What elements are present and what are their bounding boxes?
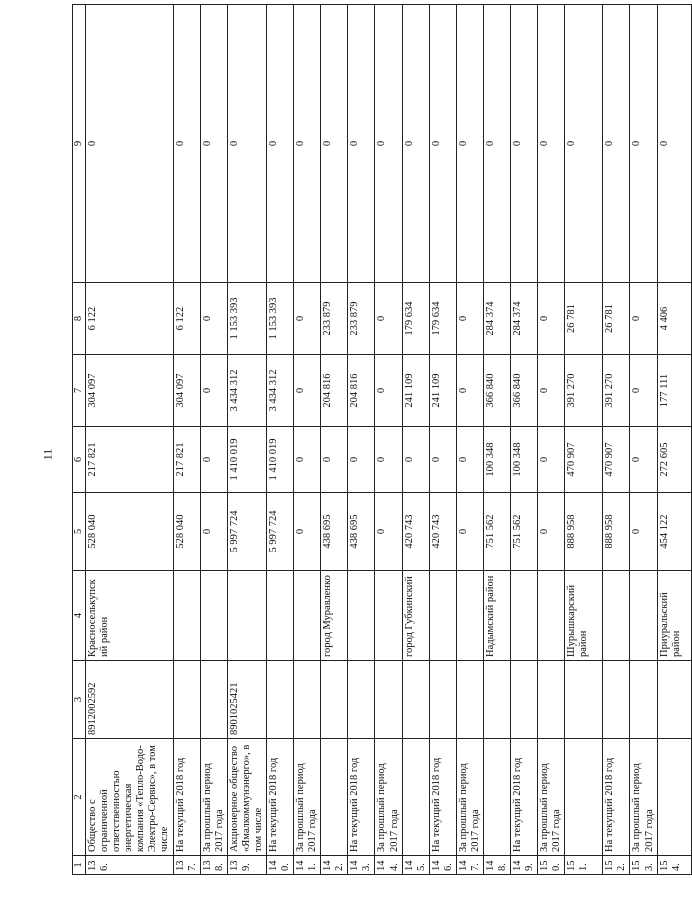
table-cell-inn: 8912002592 (86, 661, 173, 739)
table-row (511, 5, 538, 875)
table-cell-total: 454 122 (657, 493, 691, 571)
table-cell-row-number: 142. (321, 856, 348, 875)
table-row (200, 5, 227, 875)
table-cell-inn (294, 661, 321, 739)
table-cell-row-name: За прошлый период 2017 года (200, 739, 227, 856)
table-cell-inn (266, 661, 293, 739)
table-cell-row-number: 148. (483, 856, 510, 875)
table-cell-total: 0 (294, 493, 321, 571)
table-cell-col-8: 6 122 (173, 283, 200, 355)
table-cell-total: 888 958 (603, 493, 630, 571)
table-cell-col-8: 233 879 (348, 283, 375, 355)
table-cell-municipality (375, 571, 402, 661)
table-cell-col-7: 366 840 (511, 355, 538, 427)
table-cell-col-7: 391 270 (565, 355, 603, 427)
table-cell-col-8: 0 (375, 283, 402, 355)
table-cell-row-number: 141. (294, 856, 321, 875)
table-cell-col-7: 241 109 (402, 355, 429, 427)
table-row (348, 5, 375, 875)
table-cell-col-6: 0 (630, 427, 657, 493)
table-cell-col-6: 217 821 (86, 427, 173, 493)
table-cell-col-7: 366 840 (483, 355, 510, 427)
table-row (266, 5, 293, 875)
table-cell-col-9: 0 (375, 5, 402, 283)
table-cell-total: 0 (456, 493, 483, 571)
table-cell-col-8: 1 153 393 (227, 283, 266, 355)
table-cell-col-6: 0 (429, 427, 456, 493)
table-cell-col-9: 0 (266, 5, 293, 283)
table-cell-row-name: За прошлый период 2017 года (294, 739, 321, 856)
table-cell-col-8: 26 781 (603, 283, 630, 355)
table-cell-municipality (173, 571, 200, 661)
table-cell-total: 0 (538, 493, 565, 571)
table-cell-col-6: 0 (294, 427, 321, 493)
table-cell-col-7: 304 097 (86, 355, 173, 427)
table-cell-total: 528 040 (173, 493, 200, 571)
table-row (402, 5, 429, 875)
table-cell-municipality: город Муравленко (321, 571, 348, 661)
table-cell-row-number: 136. (86, 856, 173, 875)
table-row (429, 5, 456, 875)
table-cell-col-9: 0 (294, 5, 321, 283)
table-cell-col-9: 0 (321, 5, 348, 283)
table-cell-col-6: 470 907 (603, 427, 630, 493)
table-cell-col-9: 0 (657, 5, 691, 283)
table-cell-municipality (429, 571, 456, 661)
table-cell-row-name: Акционерное общество «Ямалкоммунэнерго», в том числе (227, 739, 266, 856)
table-cell-col-9: 0 (483, 5, 510, 283)
table-cell-col-6: 100 348 (511, 427, 538, 493)
table-cell-inn (456, 661, 483, 739)
table-cell-col-7: 177 111 (657, 355, 691, 427)
table-cell-col-9: 0 (603, 5, 630, 283)
table-cell-inn (348, 661, 375, 739)
table-cell-municipality (511, 571, 538, 661)
table-row (630, 5, 657, 875)
column-number: 7 (73, 355, 86, 427)
table-cell-col-7: 0 (375, 355, 402, 427)
table-cell-row-name (657, 739, 691, 856)
table-cell-col-8: 233 879 (321, 283, 348, 355)
table-cell-row-number: 149. (511, 856, 538, 875)
rotated-table-container (72, 25, 682, 875)
table-cell-municipality: город Губкинский (402, 571, 429, 661)
table-cell-municipality (227, 571, 266, 661)
table-cell-col-9: 0 (456, 5, 483, 283)
table-cell-inn (511, 661, 538, 739)
table-cell-col-6: 1 410 019 (227, 427, 266, 493)
table-cell-col-7: 3 434 312 (227, 355, 266, 427)
table-cell-col-6: 0 (375, 427, 402, 493)
table-cell-municipality (630, 571, 657, 661)
column-number: 1 (73, 856, 86, 875)
table-row (375, 5, 402, 875)
table-cell-col-8: 0 (630, 283, 657, 355)
table-cell-row-number: 145. (402, 856, 429, 875)
table-cell-inn (483, 661, 510, 739)
table-cell-col-8: 0 (294, 283, 321, 355)
table-cell-col-8: 0 (538, 283, 565, 355)
table-row (603, 5, 630, 875)
table-cell-total: 888 958 (565, 493, 603, 571)
table-cell-col-7: 241 109 (429, 355, 456, 427)
table-cell-col-7: 0 (200, 355, 227, 427)
table-cell-col-7: 204 816 (321, 355, 348, 427)
table-row (227, 5, 266, 875)
table-cell-col-6: 0 (348, 427, 375, 493)
column-number-row (73, 5, 86, 875)
table-cell-municipality (603, 571, 630, 661)
table-cell-total: 751 562 (483, 493, 510, 571)
table-cell-row-name: На текущий 2018 год (603, 739, 630, 856)
table-cell-col-6: 217 821 (173, 427, 200, 493)
table-cell-row-name (321, 739, 348, 856)
table-row (565, 5, 603, 875)
table-cell-col-8: 26 781 (565, 283, 603, 355)
column-number: 4 (73, 571, 86, 661)
table-cell-col-9: 0 (86, 5, 173, 283)
table-cell-inn (565, 661, 603, 739)
table-cell-municipality (538, 571, 565, 661)
table-cell-row-number: 146. (429, 856, 456, 875)
column-number: 5 (73, 493, 86, 571)
table-cell-col-7: 0 (630, 355, 657, 427)
table-cell-col-6: 1 410 019 (266, 427, 293, 493)
table-cell-inn (429, 661, 456, 739)
table-cell-row-name: За прошлый период 2017 года (630, 739, 657, 856)
table-cell-municipality: Красноселькупский район (86, 571, 173, 661)
table-cell-row-name (565, 739, 603, 856)
table-row (657, 5, 691, 875)
table-cell-municipality (456, 571, 483, 661)
table-row (538, 5, 565, 875)
table-cell-row-number: 150. (538, 856, 565, 875)
table-cell-inn (173, 661, 200, 739)
table-cell-municipality (266, 571, 293, 661)
table-cell-inn (538, 661, 565, 739)
table-cell-total: 5 997 724 (227, 493, 266, 571)
table-cell-inn (630, 661, 657, 739)
table-cell-col-8: 0 (456, 283, 483, 355)
table-cell-municipality (348, 571, 375, 661)
table-cell-col-7: 304 097 (173, 355, 200, 427)
table-cell-col-6: 470 907 (565, 427, 603, 493)
table-cell-row-number: 138. (200, 856, 227, 875)
table-cell-row-number: 140. (266, 856, 293, 875)
table-cell-total: 5 997 724 (266, 493, 293, 571)
table-cell-row-number: 147. (456, 856, 483, 875)
table-cell-col-7: 0 (294, 355, 321, 427)
table-cell-total: 528 040 (86, 493, 173, 571)
table-cell-row-name: За прошлый период 2017 года (375, 739, 402, 856)
table-cell-col-9: 0 (538, 5, 565, 283)
table-cell-col-7: 204 816 (348, 355, 375, 427)
table-cell-row-name (402, 739, 429, 856)
table-cell-row-number: 143. (348, 856, 375, 875)
data-table (72, 4, 692, 875)
table-cell-row-number: 152. (603, 856, 630, 875)
table-cell-row-number: 151. (565, 856, 603, 875)
table-cell-col-9: 0 (200, 5, 227, 283)
table-cell-col-7: 391 270 (603, 355, 630, 427)
table-cell-inn (603, 661, 630, 739)
table-cell-total: 420 743 (402, 493, 429, 571)
table-cell-inn (402, 661, 429, 739)
table-cell-row-number: 144. (375, 856, 402, 875)
table-cell-col-9: 0 (429, 5, 456, 283)
table-cell-col-9: 0 (173, 5, 200, 283)
table-cell-col-9: 0 (227, 5, 266, 283)
table-cell-row-name: На текущий 2018 год (173, 739, 200, 856)
table-cell-col-8: 1 153 393 (266, 283, 293, 355)
table-cell-col-6: 100 348 (483, 427, 510, 493)
table-cell-col-9: 0 (511, 5, 538, 283)
table-cell-inn (200, 661, 227, 739)
table-cell-row-number: 153. (630, 856, 657, 875)
table-cell-col-6: 0 (200, 427, 227, 493)
table-cell-row-number: 137. (173, 856, 200, 875)
table-row (321, 5, 348, 875)
table-cell-row-name: За прошлый период 2017 года (538, 739, 565, 856)
table-cell-col-6: 0 (456, 427, 483, 493)
table-cell-municipality: Приуральский район (657, 571, 691, 661)
table-cell-inn (375, 661, 402, 739)
table-cell-col-7: 0 (538, 355, 565, 427)
table-row (86, 5, 173, 875)
table-cell-col-8: 6 122 (86, 283, 173, 355)
table-cell-col-6: 0 (321, 427, 348, 493)
table-cell-total: 438 695 (348, 493, 375, 571)
column-number: 8 (73, 283, 86, 355)
table-cell-col-6: 0 (538, 427, 565, 493)
table-body (86, 5, 692, 875)
table-cell-col-8: 4 406 (657, 283, 691, 355)
table-cell-col-9: 0 (348, 5, 375, 283)
table-cell-total: 0 (375, 493, 402, 571)
table-cell-total: 751 562 (511, 493, 538, 571)
table-cell-col-8: 284 374 (511, 283, 538, 355)
table-cell-row-name: На текущий 2018 год (511, 739, 538, 856)
table-cell-col-8: 179 634 (402, 283, 429, 355)
table-cell-row-number: 139. (227, 856, 266, 875)
table-cell-col-6: 272 605 (657, 427, 691, 493)
column-number: 3 (73, 661, 86, 739)
table-cell-col-8: 0 (200, 283, 227, 355)
table-cell-col-8: 179 634 (429, 283, 456, 355)
table-cell-municipality: Шурышкарский район (565, 571, 603, 661)
column-number: 9 (73, 5, 86, 283)
table-cell-row-name: За прошлый период 2017 года (456, 739, 483, 856)
table-row (456, 5, 483, 875)
table-cell-inn (657, 661, 691, 739)
table-cell-row-name: Общество с ограниченной ответственностью энергетическая компания «Тепло-Водо-Электро-Сервис», в том числе (86, 739, 173, 856)
table-cell-row-name: На текущий 2018 год (266, 739, 293, 856)
table-cell-total: 0 (200, 493, 227, 571)
table-cell-row-name (483, 739, 510, 856)
table-cell-row-name: На текущий 2018 год (348, 739, 375, 856)
table-cell-total: 438 695 (321, 493, 348, 571)
table-cell-row-number: 154. (657, 856, 691, 875)
table-cell-municipality (200, 571, 227, 661)
table-row (483, 5, 510, 875)
table-cell-row-name: На текущий 2018 год (429, 739, 456, 856)
table-cell-col-6: 0 (402, 427, 429, 493)
page-number: 11 (40, 448, 55, 461)
table-cell-inn: 8901025421 (227, 661, 266, 739)
table-row (173, 5, 200, 875)
table-cell-municipality (294, 571, 321, 661)
table-cell-total: 420 743 (429, 493, 456, 571)
table-cell-col-7: 3 434 312 (266, 355, 293, 427)
table-cell-col-9: 0 (565, 5, 603, 283)
table-cell-inn (321, 661, 348, 739)
table-cell-col-8: 284 374 (483, 283, 510, 355)
table-cell-col-9: 0 (402, 5, 429, 283)
table-cell-municipality: Надымский район (483, 571, 510, 661)
table-cell-col-7: 0 (456, 355, 483, 427)
table-cell-col-9: 0 (630, 5, 657, 283)
column-number: 6 (73, 427, 86, 493)
column-number: 2 (73, 739, 86, 856)
table-row (294, 5, 321, 875)
table-cell-total: 0 (630, 493, 657, 571)
